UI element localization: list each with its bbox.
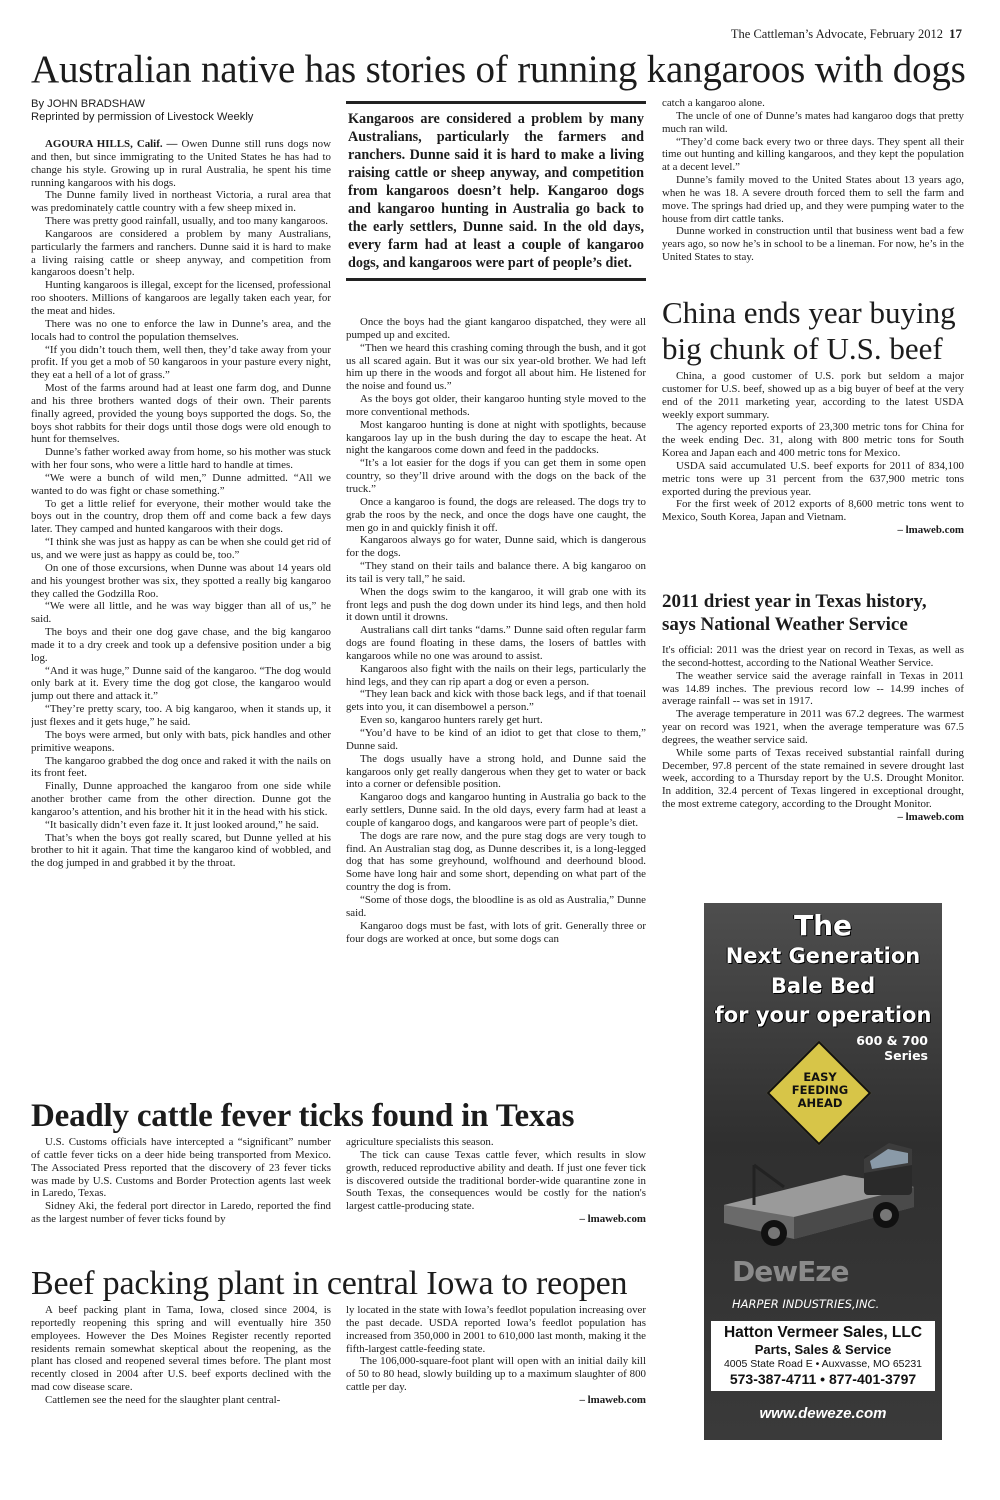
ad-line-the: The [793, 909, 853, 942]
paragraph: “And it was huge,” Dunne said of the kangaroo. “The dog would only bark at it. Every time the dog got close, the kangaroo would jump out there and attack it.” [31, 664, 331, 703]
main-headline: Australian native has stories of running kangaroos with dogs [31, 48, 966, 91]
paragraph: USDA said accumulated U.S. beef exports for 2011 of 834,100 metric tons were up 31 percent from the 637,900 metric tons exported during the previous year. [662, 459, 964, 498]
paragraph: For the first week of 2012 exports of 8,600 metric tons went to Mexico, South Korea, Japan and Vietnam. [662, 498, 964, 524]
paragraph: “It’s a lot easier for the dogs if you can get them in some open country, so they’ll drive around with the dogs on the back of the truck.” [346, 457, 646, 495]
paragraph: Australians call dirt tanks “dams.” Dunne said often regular farm dogs are found floating in these dams, the losers of battles with kangaroos while no one was around to assist. [346, 624, 646, 662]
paragraph: The boys were armed, but only with bats, pick handles and other primitive weapons. [31, 728, 331, 754]
china-headline: China ends year buying big chunk of U.S. beef [662, 295, 956, 366]
paragraph: The average temperature in 2011 was 67.2 degrees. The warmest year on record was 1921, when the average temperature was 67.5 degrees, the weather service said. [662, 708, 964, 746]
bale-bed-advertisement[interactable] [704, 903, 942, 1440]
paragraph: The weather service said the average rainfall in Texas in 2011 was 14.89 inches. The previous record low -- 14.99 inches of average rainfall -- was set in 1917. [662, 669, 964, 708]
iowa-credit: – lmaweb.com [579, 1393, 646, 1406]
paragraph: Kangaroo dogs and kangaroo hunting in Australia go back to the early settlers, Dunne said. In the old days, every farm had at least a couple of kangaroo dogs, and kangaroos were part of people’s diet. [346, 791, 646, 829]
paragraph: Kangaroos also fight with the nails on their legs, particularly the hind legs, and they can rip apart a dog or even a person. [346, 662, 646, 688]
ad-series [856, 1033, 928, 1063]
paragraph: “They lean back and kick with those back legs, and if that toenail gets into you, it can disembowel a person.” [346, 688, 646, 714]
ad-website-link[interactable]: www.deweze.com [759, 1405, 887, 1422]
paragraph: Dunne worked in construction until that business went bad a few years ago, so now he’s in school to be a lineman. For now, he’s in the United States to stay. [662, 225, 964, 264]
paragraph: On one of those excursions, when Dunne was about 14 years old and his youngest brother was six, they spotted a really big kangaroo they called the Godzilla Roo. [31, 561, 331, 600]
paragraph: AGOURA HILLS, Calif. — Owen Dunne still runs dogs now and then, but since immigrating to the United States he has had to change his style. Growing up in rural Australia, he spent his time running kangaroos with his dogs. [31, 138, 331, 189]
paragraph: There was no one to enforce the law in Dunne’s area, and the locals had to control the population themselves. [31, 317, 331, 343]
paragraph: When the dogs swim to the kangaroo, it will grab one with its front legs and push the dog down under its hind legs, and then hold it down until it drowns. [346, 585, 646, 624]
paragraph: Dunne’s father worked away from home, so his mother was stuck with her four sons, who were a little hard to handle at times. [31, 446, 331, 472]
paragraph: The dogs usually have a strong hold, and Dunne said the kangaroos only get really dangerous when they get to water or back into a corner or defensible position. [346, 752, 646, 791]
paragraph: “Then we heard this crashing coming through the bush, and it got us all scared again. But it was our six year-old brother. We had left him up there in the woods and forgot all about him. He listened for the noise and found us.” [346, 341, 646, 393]
paragraph: The uncle of one of Dunne’s mates had kangaroo dogs that pretty much ran wild. [662, 109, 964, 135]
paragraph: Even so, kangaroo hunters rarely get hurt. [360, 714, 543, 727]
reprint-note: Reprinted by permission of Livestock Weekly [31, 111, 254, 123]
paragraph: It's official: 2011 was the driest year on record in Texas, as well as the second-hottest, according to the National Weather Service. [662, 644, 964, 669]
paragraph: While some parts of Texas received substantial rainfall during December, 97.8 percent of the state remained in severe drought last week, according to a Thursday report by the U.S. Drought Monitor. In addition, 32.4 percent of Texas lingered in exceptional drought, the most extreme category, according to the Drought Monitor. [662, 746, 964, 811]
deweze-logo: DewEze [732, 1255, 849, 1288]
paragraph: Once a kangaroo is found, the dogs are released. The dogs try to grab the roos by the neck, and once the dogs have one caught, the men go in and quickly finish it off. [346, 495, 646, 534]
ticks-credit: – lmaweb.com [579, 1213, 646, 1226]
paragraph: “I think she was just as happy as can be when she could get rid of us, and we were just as happy as could be, too.” [31, 536, 331, 561]
paragraph: Finally, Dunne approached the kangaroo from one side while another brother came from the other direction. Dunne got the kangaroo’s attention, and his brother hit it in the head with his stick. [31, 780, 331, 818]
ticks-article-col2 [346, 1136, 646, 1256]
iowa-article-col2 [346, 1304, 646, 1444]
paragraph: The Dunne family lived in northeast Victoria, a rural area that was predominately cattle country with a few sheep mixed in. [31, 189, 331, 215]
paragraph: Kangaroo dogs must be fast, with lots of grit. Generally three or four dogs are worked at once, but some dogs can [346, 919, 646, 945]
paragraph: As the boys got older, their kangaroo hunting style moved to the more conventional methods. [346, 393, 646, 418]
paragraph: Kangaroos are considered a problem by many Australians, particularly the farmers and ranchers. Dunne said it is hard to make a living raising cattle or sheep anyway, and competition from kangaroos doesn’t help. [31, 227, 331, 279]
paragraph: The tick can cause Texas cattle fever, which results in slow growth, reduced reproductive ability and death. If just one fever tick is discovered outside the traditional border-wide quarantine zone in South Texas, the consequences would be costly for the nation's largest cattle-producing state. [346, 1148, 646, 1213]
paragraph: The kangaroo grabbed the dog once and raked it with the nails on its front feet. [31, 754, 331, 780]
dateline: AGOURA HILLS, Calif. — [45, 138, 178, 150]
paragraph: The 106,000-square-foot plant will open with an initial daily kill of 50 to 80 head, slowly building up to a maximum slaughter of 800 cattle per day. [346, 1355, 646, 1394]
iowa-headline: Beef packing plant in central Iowa to reopen [31, 1265, 628, 1302]
paragraph: ly located in the state with Iowa’s feedlot population increasing over the past decade. USDA reported Iowa’s feedlot population has increased from 350,000 in 2001 to 610,000 last month, making it the fifth-largest cattle-feeding state. [346, 1304, 646, 1355]
main-article-col1 [31, 98, 331, 1088]
dealer-box [711, 1321, 935, 1391]
main-article-col3 [662, 97, 964, 284]
page-number: 17 [949, 26, 962, 41]
paragraph: “You’d have to be kind of an idiot to get that close to them,” Dunne said. [346, 727, 646, 752]
china-article [662, 370, 964, 570]
dealer-phones: 573-387-4711 • 877-401-3797 [729, 1371, 917, 1387]
paragraph: “We were a bunch of wild men,” Dunne admitted. “All we wanted to do was fight or chase something.” [31, 471, 331, 497]
paragraph: catch a kangaroo alone. [662, 97, 765, 109]
ad-line-for-your-operation: for your operation [714, 1003, 932, 1027]
main-article-col2 [346, 316, 646, 1086]
paragraph: Most kangaroo hunting is done at night with spotlights, because kangaroos lay up in the bush during the day to escape the heat. At night the kangaroos come down and feed in the paddocks. [346, 418, 646, 457]
china-credit: – lmaweb.com [897, 524, 964, 537]
paragraph: “Some of those dogs, the bloodline is as old as Australia,” Dunne said. [346, 893, 646, 919]
paragraph: “If you didn’t touch them, well then, they’d take away from your profit. If you get a mob of 50 kangaroos in your pasture every night, they eat a hell of a lot of grass.” [31, 343, 331, 382]
flatbed-truck-icon [714, 1135, 932, 1263]
paragraph: Kangaroos always go for water, Dunne said, which is dangerous for the dogs. [346, 534, 646, 560]
texas-drought-article [662, 644, 964, 894]
texas-credit: – lmaweb.com [897, 810, 964, 823]
paragraph: A beef packing plant in Tama, Iowa, closed since 2004, is reportedly reopening this spring and will eventually hire 350 employees. However the Des Moines Register recently reported residents remain somewhat skeptical about the reopening, as the plant has closed and reopened several times before. The plant most recently closed in 2004 after U.S. beef exports declined with the mad cow disease scare. [31, 1304, 331, 1394]
paragraph: agriculture specialists this season. [346, 1136, 494, 1148]
texas-drought-headline: 2011 driest year in Texas history, says National Weather Service [662, 591, 927, 635]
paragraph: Cattlemen see the need for the slaughter plant central- [45, 1393, 281, 1406]
iowa-article-col1 [31, 1304, 331, 1444]
paragraph: The agency reported exports of 23,300 metric tons for China for the week ending Dec. 31, along with 800 metric tons for South Korea and Japan each and 400 metric tons for Mexico. [662, 421, 964, 460]
paragraph: “It basically didn’t even faze it. It just looked around,” he said. [45, 818, 319, 831]
byline: By JOHN BRADSHAW [31, 98, 145, 110]
harper-industries-logo: HARPER INDUSTRIES,INC. [732, 1297, 880, 1311]
ad-series-numbers: 600 & 700 [856, 1033, 928, 1048]
paragraph: Hunting kangaroos is illegal, except for the licensed, professional roo shooters. Millions of kangaroos are legally taken each year, for the meat and hides. [31, 279, 331, 317]
running-head [731, 26, 962, 42]
paragraph: “They’re pretty scary, too. A big kangaroo, when it stands up, it just flexes and it gets huge,” he said. [31, 703, 331, 728]
dealer-services: Parts, Sales & Service [754, 1342, 892, 1357]
dealer-name: Hatton Vermeer Sales, LLC [723, 1324, 923, 1341]
paragraph: China, a good customer of U.S. pork but seldom a major customer for U.S. beef, showed up as a big buyer of beef at the very end of the 2011 marketing year, according to the latest USDA weekly export summary. [662, 370, 964, 421]
paragraph: Dunne’s family moved to the United States about 13 years ago, when he was 18. A severe drouth forced them to sell the farm and move. The springs had dried up, and they were pumping water to the house from dirt cattle tanks. [662, 174, 964, 225]
paragraph: “They stand on their tails and balance there. A big kangaroo on its tail is very tall,” he said. [346, 560, 646, 585]
ad-line-bale-bed: Bale Bed [770, 974, 876, 998]
paragraph: There was pretty good rainfall, usually, and too many kangaroos. [45, 215, 328, 228]
paragraph: “We were all little, and he was way bigger than all of us,” he said. [31, 600, 331, 626]
publication-date: The Cattleman’s Advocate, February 2012 [730, 27, 943, 41]
paragraph: To get a little relief for everyone, their mother would take the boys out in the country, drop them off and come back a few days later. They camped and hunted kangaroos with their dogs. [31, 497, 331, 536]
ticks-headline: Deadly cattle fever ticks found in Texas [31, 1098, 575, 1134]
ad-sign-text: EASY FEEDING AHEAD [791, 1070, 849, 1110]
paragraph: Once the boys had the giant kangaroo dispatched, they were all pumped up and excited. [346, 316, 646, 341]
paragraph: U.S. Customs officials have intercepted a “significant” number of cattle fever ticks on a deer hide being transported from Mexico. The Associated Press reported that the discovery of 23 fever ticks was made by U.S. Customs and Border Protection agents last week in Laredo, Texas. [31, 1136, 331, 1200]
paragraph: “They’d come back every two or three days. They spent all their time out hunting and killing kangaroos, and they kept the population at a decent level.” [662, 135, 964, 174]
paragraph: Most of the farms around had at least one farm dog, and Dunne and his three brothers wanted dogs of their own. Their parents finally agreed, provided the young boys supported the dogs. So, the boys shot rabbits for their dogs until those dogs were old enough to hunt for themselves. [31, 382, 331, 446]
pull-quote: Kangaroos are considered a problem by many Australians, particularly the farmers and ranchers. Dunne said it is hard to make a living raising cattle or sheep anyway, and competition from kangaroos doesn’t help. Kangaroo dogs and kangaroo hunting in Australia go back to the early settlers, Dunne said. In the old days, every farm had at least a couple of kangaroo dogs, and kangaroos were part of people’s diet. [346, 101, 646, 281]
paragraph: The boys and their one dog gave chase, and the big kangaroo made it to a dry creek and took up a defensive position under a big log. [31, 626, 331, 664]
paragraph: The dogs are rare now, and the pure stag dogs are very tough to find. An Australian stag dog, as Dunne describes it, is a long-legged dog that has some greyhound, wolfhound and deerhound blood. Some have long hair and some short, depending on what part of the country the dog is from. [346, 829, 646, 894]
dealer-address: 4005 State Road E • Auxvasse, MO 65231 [723, 1358, 923, 1370]
ad-line-next-generation: Next Generation [725, 944, 921, 968]
ticks-article-col1 [31, 1136, 331, 1256]
paragraph: That’s when the boys got really scared, but Dunne yelled at his brother to hit it again. That time the kangaroo kind of wobbled, and the dog jumped in and grabbed it by the throat. [31, 831, 331, 870]
ad-series-label: Series [884, 1048, 928, 1063]
paragraph: Sidney Aki, the federal port director in Laredo, reported the find as the largest number of fever ticks found by [31, 1200, 331, 1226]
